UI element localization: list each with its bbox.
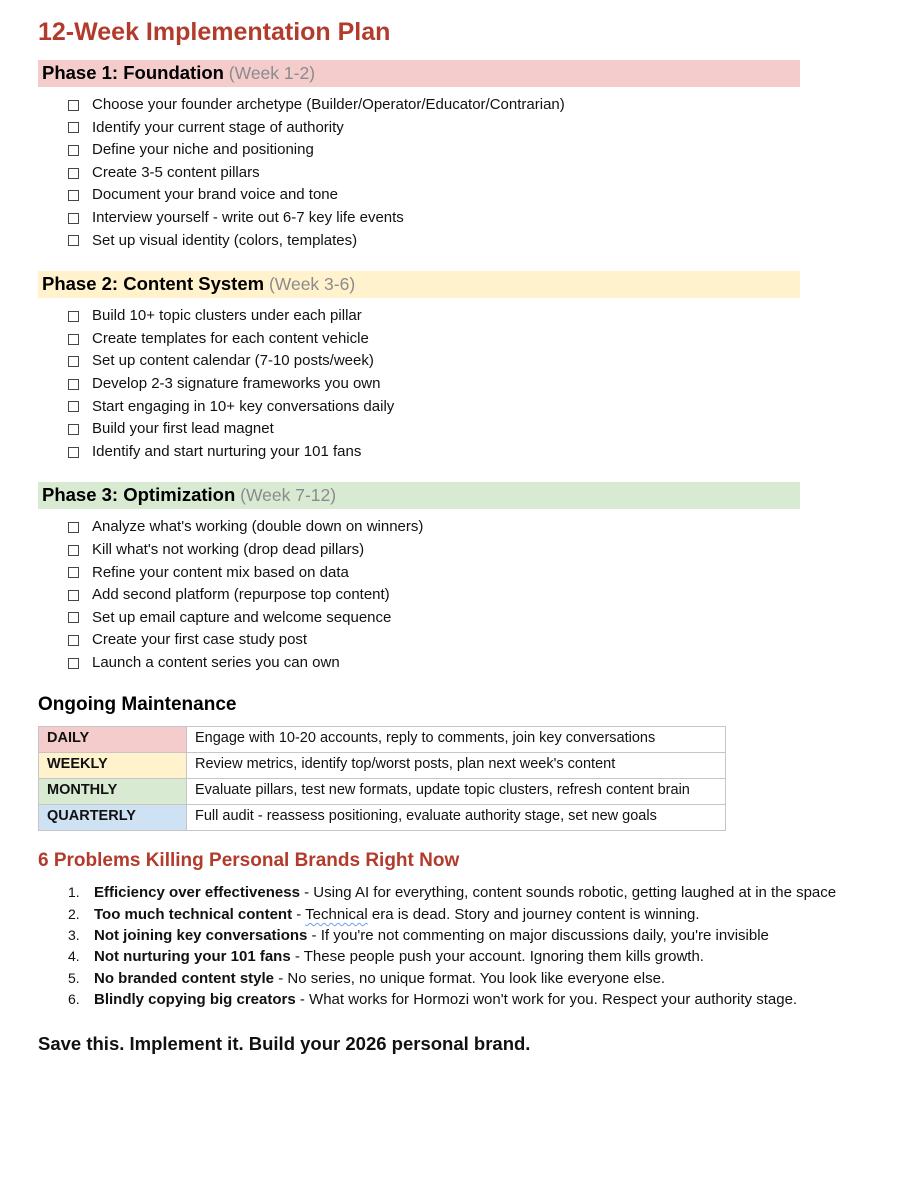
phase-checklist [38, 94, 906, 252]
checkbox-unchecked[interactable] [68, 356, 79, 367]
checklist-item-text: Set up visual identity (colors, templates) [92, 231, 358, 249]
checkbox-unchecked[interactable] [68, 100, 79, 111]
phase-section-2 [38, 271, 906, 463]
checklist-item [38, 94, 906, 117]
phase-section-3 [38, 482, 906, 674]
phase-section-1 [38, 60, 906, 252]
checkbox-unchecked[interactable] [68, 567, 79, 578]
problem-text-part: Not nurturing your 101 fans [94, 948, 291, 966]
checklist-item [38, 516, 906, 539]
maintenance-frequency-cell: MONTHLY [39, 779, 187, 805]
problem-number: 4. [68, 948, 80, 965]
problem-text-part: - Using AI for everything, content sounds robotic, getting laughed at in the space [299, 884, 837, 902]
checklist-item-text: Set up content calendar (7-10 posts/week) [92, 352, 374, 370]
problem-number: 1. [68, 884, 80, 901]
checklist-item-text: Identify and start nurturing your 101 fans [92, 442, 362, 460]
checkbox-unchecked[interactable] [68, 590, 79, 601]
checkbox-unchecked[interactable] [68, 145, 79, 156]
maintenance-row [39, 753, 726, 779]
checklist-item-text: Build 10+ topic clusters under each pillar [92, 307, 362, 325]
checklist-item-text: Analyze what's working (double down on winners) [92, 518, 424, 536]
checkbox-unchecked[interactable] [68, 190, 79, 201]
problem-number: 5. [68, 969, 80, 986]
checklist-item-text: Create templates for each content vehicle [92, 329, 369, 347]
checklist-item-text: Interview yourself - write out 6-7 key life events [92, 208, 404, 226]
checklist-item-text: Define your niche and positioning [92, 141, 314, 159]
maintenance-frequency-cell: QUARTERLY [39, 805, 187, 831]
checkbox-unchecked[interactable] [68, 447, 79, 458]
checklist-item [38, 629, 906, 652]
problem-text-part: - No series, no unique format. You look like everyone else. [274, 969, 666, 987]
checklist-item-text: Develop 2-3 signature frameworks you own [92, 374, 381, 392]
checklist-item [38, 207, 906, 230]
problem-text [94, 906, 700, 923]
problem-text [94, 991, 797, 1008]
checklist-item-text: Refine your content mix based on data [92, 563, 349, 581]
checkbox-unchecked[interactable] [68, 168, 79, 179]
checkbox-unchecked[interactable] [68, 379, 79, 390]
checklist-item [38, 584, 906, 607]
phases-container [38, 60, 906, 674]
checklist-item-text: Add second platform (repurpose top content) [92, 586, 390, 604]
checklist-item-text: Start engaging in 10+ key conversations daily [92, 397, 395, 415]
maintenance-row [39, 727, 726, 753]
checkbox-unchecked[interactable] [68, 122, 79, 133]
checklist-item [38, 117, 906, 140]
maintenance-task-cell: Engage with 10-20 accounts, reply to comments, join key conversations [187, 727, 726, 753]
maintenance-task-cell: Evaluate pillars, test new formats, update topic clusters, refresh content brain [187, 779, 726, 805]
checklist-item [38, 396, 906, 419]
problem-text-part: - These people push your account. Ignoring them kills growth. [290, 948, 704, 966]
document-page [38, 17, 906, 1055]
problem-text-part: - What works for Hormozi won't work for you. Respect your authority stage. [295, 990, 798, 1008]
phase-heading [38, 482, 800, 509]
checkbox-unchecked[interactable] [68, 213, 79, 224]
checklist-item [38, 139, 906, 162]
checklist-item [38, 305, 906, 328]
maintenance-frequency-cell: DAILY [39, 727, 187, 753]
checklist-item-text: Create your first case study post [92, 631, 308, 649]
checklist-item [38, 539, 906, 562]
checkbox-unchecked[interactable] [68, 635, 79, 646]
phase-week-label: (Week 7-12) [235, 485, 337, 506]
checklist-item-text: Kill what's not working (drop dead pillars) [92, 540, 365, 558]
problem-item [38, 925, 850, 946]
maintenance-heading: Ongoing Maintenance [38, 694, 237, 716]
phase-week-label: (Week 3-6) [264, 274, 356, 295]
problem-item [38, 946, 850, 967]
closing-statement: Save this. Implement it. Build your 2026 personal brand. [38, 1033, 531, 1055]
problem-text [94, 970, 665, 987]
problem-item [38, 989, 850, 1010]
problem-item [38, 968, 850, 989]
checklist-item-text: Identify your current stage of authority [92, 118, 344, 136]
checklist-item [38, 373, 906, 396]
checklist-item [38, 328, 906, 351]
phase-heading-title: Phase 3: Optimization [42, 484, 236, 506]
page-title: 12-Week Implementation Plan [38, 18, 391, 46]
checkbox-unchecked[interactable] [68, 334, 79, 345]
checkbox-unchecked[interactable] [68, 401, 79, 412]
checklist-item [38, 652, 906, 675]
problems-heading: 6 Problems Killing Personal Brands Right Now [38, 850, 460, 872]
maintenance-row [39, 805, 726, 831]
phase-checklist [38, 305, 906, 463]
problem-number: 6. [68, 990, 80, 1007]
checkbox-unchecked[interactable] [68, 424, 79, 435]
checklist-item [38, 441, 906, 464]
spellcheck-flagged-word: Technical [305, 905, 368, 923]
checkbox-unchecked[interactable] [68, 311, 79, 322]
checklist-item [38, 162, 906, 185]
checklist-item [38, 230, 906, 253]
problem-number: 2. [68, 905, 80, 922]
problem-text-part: Too much technical content [94, 905, 293, 923]
maintenance-task-cell: Review metrics, identify top/worst posts, plan next week's content [187, 753, 726, 779]
problem-text-part: Not joining key conversations [94, 927, 308, 945]
problem-item [38, 904, 850, 925]
checklist-item [38, 607, 906, 630]
maintenance-task-cell: Full audit - reassess positioning, evaluate authority stage, set new goals [187, 805, 726, 831]
problem-text-part: - If you're not commenting on major discussions daily, you're invisible [307, 927, 769, 945]
problem-text-part: era is dead. Story and journey content is winning. [367, 905, 700, 923]
checklist-item [38, 562, 906, 585]
checklist-item-text: Build your first lead magnet [92, 420, 274, 438]
checklist-item-text: Launch a content series you can own [92, 653, 340, 671]
problem-item [38, 882, 850, 903]
checklist-item-text: Set up email capture and welcome sequence [92, 608, 392, 626]
checkbox-unchecked[interactable] [68, 612, 79, 623]
checkbox-unchecked[interactable] [68, 235, 79, 246]
checkbox-unchecked[interactable] [68, 658, 79, 669]
checklist-item-text: Create 3-5 content pillars [92, 163, 260, 181]
maintenance-table [38, 726, 726, 831]
phase-week-label: (Week 1-2) [223, 63, 316, 83]
problem-text-part: No branded content style [94, 969, 275, 987]
problem-text-part: - [292, 905, 306, 923]
problems-list [38, 882, 850, 1010]
problem-text-part: Blindly copying big creators [94, 990, 296, 1008]
phase-heading [38, 271, 800, 298]
problem-text [94, 927, 769, 944]
checkbox-unchecked[interactable] [68, 522, 79, 533]
checklist-item [38, 418, 906, 441]
maintenance-frequency-cell: WEEKLY [39, 753, 187, 779]
checklist-item [38, 184, 906, 207]
maintenance-row [39, 779, 726, 805]
phase-heading [38, 60, 800, 87]
checkbox-unchecked[interactable] [68, 545, 79, 556]
problem-text-part: Efficiency over effectiveness [94, 884, 300, 902]
problem-text [94, 948, 704, 965]
checklist-item-text: Document your brand voice and tone [92, 186, 338, 204]
phase-heading-title: Phase 1: Foundation [42, 62, 224, 83]
checklist-item-text: Choose your founder archetype (Builder/Operator/Educator/Contrarian) [92, 96, 565, 113]
phase-checklist [38, 516, 906, 674]
phase-heading-title: Phase 2: Content System [42, 273, 265, 295]
checklist-item [38, 350, 906, 373]
problem-text [94, 884, 836, 901]
problem-number: 3. [68, 927, 80, 944]
